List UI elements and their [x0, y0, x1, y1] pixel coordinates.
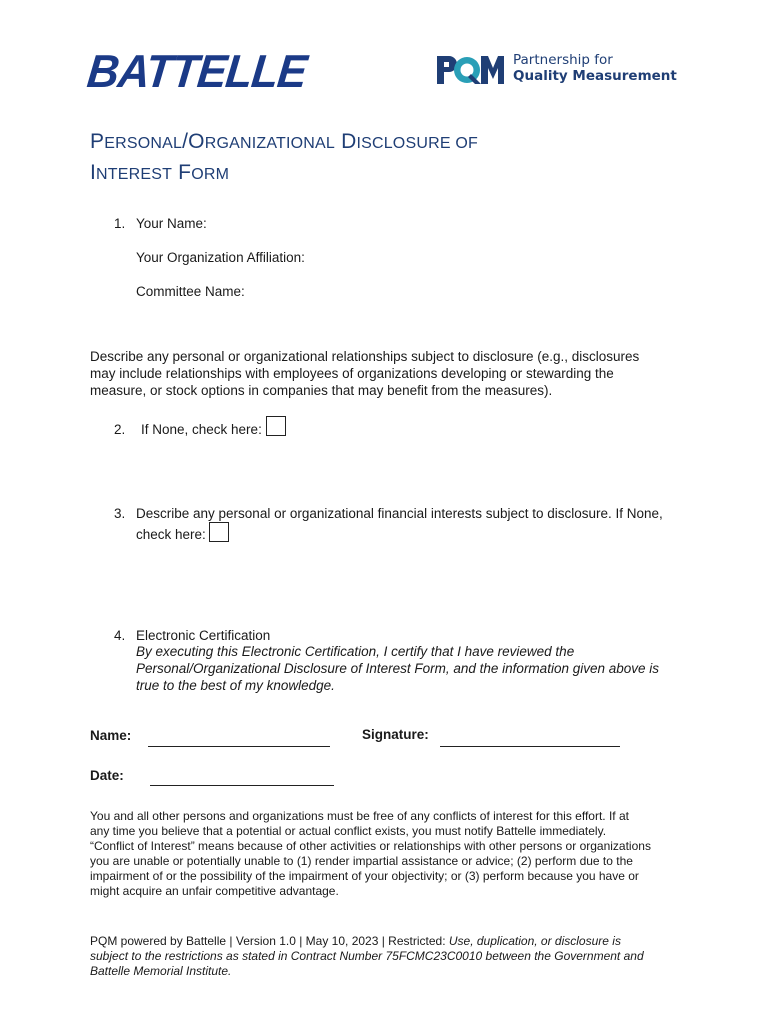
none-financial-checkbox[interactable]: [209, 522, 229, 542]
footer-plain: PQM powered by Battelle | Version 1.0 | May 10, 2023 | Restricted:: [90, 934, 449, 948]
form-title-line1: PERSONAL/ORGANIZATIONAL DISCLOSURE OF: [90, 130, 478, 153]
date-label: Date:: [90, 768, 124, 783]
footer-italic-2: subject to the restrictions as stated in Contract Number 75FCMC23C0010 between the Government and: [90, 949, 644, 963]
section-3-number: 3.: [114, 506, 126, 521]
pqm-logo-text: [513, 52, 677, 84]
none-relationships-checkbox[interactable]: [266, 416, 286, 436]
form-title: [90, 127, 650, 189]
signature-label: Signature:: [362, 727, 429, 742]
financial-none-label: check here:: [136, 527, 206, 542]
committee-name-label: Committee Name:: [136, 284, 245, 299]
electronic-certification-heading: Electronic Certification: [136, 628, 271, 643]
battelle-logo: BATTELLE: [84, 45, 309, 98]
your-name-label: Your Name:: [136, 216, 207, 231]
footer: [90, 934, 710, 979]
footer-italic-3: Battelle Memorial Institute.: [90, 964, 232, 978]
footer-italic-1: Use, duplication, or disclosure is: [448, 934, 621, 948]
pqm-logo-line2: Quality Measurement: [513, 68, 677, 84]
section-1-number: 1.: [114, 216, 126, 231]
section-4-number: 4.: [114, 628, 126, 643]
certification-statement: By executing this Electronic Certification, I certify that I have reviewed the Personal/Organizational Disclosure of Interest Form, and the information given above is true to the best of my knowledge.: [136, 644, 660, 693]
pqm-logo: [435, 50, 680, 92]
section-2-number: 2.: [114, 422, 126, 437]
conflict-of-interest-notice: You and all other persons and organizations must be free of any conflicts of interest for this effort. If at any time you believe that a potential or actual conflict exists, you must notify Battelle immediately. “Conflict of Interest” means because of other activities or relationships with other persons or organizations you are unable or potentially unable to (1) render impartial assistance or advice; (2) perform due to the impairment of or the possibility of the impairment of your objectivity; or (3) perform because you have or might acquire an unfair competitive advantage.: [90, 809, 651, 898]
relationships-paragraph: Describe any personal or organizational relationships subject to disclosure (e.g., disclosures may include relationships with employees of organizations developing or stewarding the measure, or stock options in companies that may benefit from the measures).: [90, 349, 640, 398]
financial-interests-text: Describe any personal or organizational financial interests subject to disclosure. If None,: [136, 506, 663, 521]
pqm-logo-line1: Partnership for: [513, 52, 613, 68]
name-line[interactable]: [148, 746, 330, 747]
pqm-logo-mark: [435, 52, 505, 88]
form-title-line2: INTEREST FORM: [90, 161, 230, 184]
date-line[interactable]: [150, 785, 334, 786]
organization-affiliation-label: Your Organization Affiliation:: [136, 250, 305, 265]
name-label: Name:: [90, 728, 132, 743]
none-relationships-label: If None, check here:: [141, 422, 262, 437]
signature-line[interactable]: [440, 746, 620, 747]
